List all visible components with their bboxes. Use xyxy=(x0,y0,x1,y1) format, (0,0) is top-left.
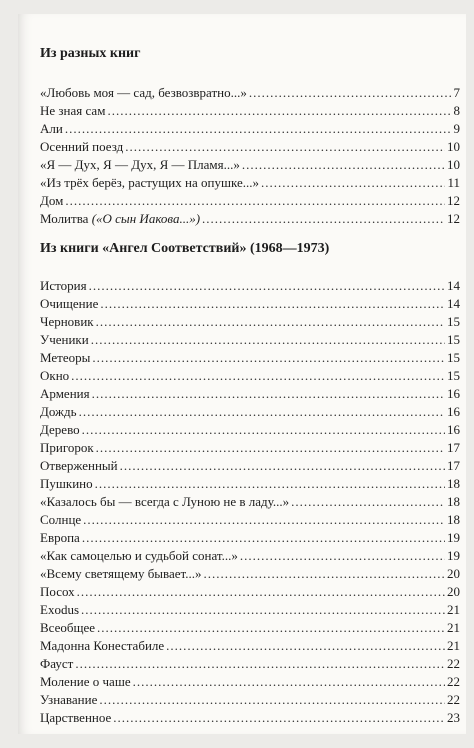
toc-entry xyxy=(40,121,460,137)
entry-page: 15 xyxy=(447,314,460,329)
entry-page: 19 xyxy=(447,548,460,563)
dot-leader xyxy=(82,530,445,546)
dot-leader xyxy=(71,368,445,384)
entry-page: 18 xyxy=(447,512,460,527)
toc-entry xyxy=(40,350,460,366)
toc-entry xyxy=(40,332,460,348)
entry-title: История xyxy=(40,278,87,293)
entry-title: Черновик xyxy=(40,314,94,329)
entry-title: Метеоры xyxy=(40,350,91,365)
entry-title: «Казалось бы — всегда с Луною не в ладу...» xyxy=(40,494,290,509)
toc-entry xyxy=(40,404,460,420)
dot-leader xyxy=(133,674,445,690)
entry-page: 17 xyxy=(447,440,460,455)
entry-page: 18 xyxy=(447,476,460,491)
dot-leader xyxy=(96,314,445,330)
toc-entry xyxy=(40,710,460,726)
toc-entry xyxy=(40,512,460,528)
toc-entry xyxy=(40,494,460,510)
toc-entry xyxy=(40,139,460,155)
dot-leader xyxy=(79,404,445,420)
dot-leader xyxy=(120,458,445,474)
entry-page: 9 xyxy=(453,121,460,136)
dot-leader xyxy=(204,566,445,582)
dot-leader xyxy=(89,278,445,294)
entry-title: Европа xyxy=(40,530,80,545)
dot-leader xyxy=(97,620,445,636)
entry-page: 11 xyxy=(447,175,460,190)
toc-entry xyxy=(40,548,460,564)
entry-page: 15 xyxy=(447,368,460,383)
entry-page: 22 xyxy=(447,656,460,671)
entry-page: 20 xyxy=(447,566,460,581)
toc-entry xyxy=(40,656,460,672)
entry-page: 8 xyxy=(453,103,460,118)
entry-title: Не зная сам xyxy=(40,103,106,118)
entry-page: 17 xyxy=(447,458,460,473)
toc-entry xyxy=(40,440,460,456)
entry-title: Дождь xyxy=(40,404,77,419)
dot-leader xyxy=(77,584,445,600)
entry-page: 16 xyxy=(447,404,460,419)
entry-title: Всеобщее xyxy=(40,620,96,635)
dot-leader xyxy=(249,85,452,101)
dot-leader xyxy=(65,121,452,137)
toc-entry xyxy=(40,386,460,402)
dot-leader xyxy=(113,710,445,726)
toc-entry xyxy=(40,296,460,312)
entry-title: Царственное xyxy=(40,710,112,725)
dot-leader xyxy=(240,548,445,564)
entry-page: 14 xyxy=(447,296,460,311)
entry-title: Осенний поезд xyxy=(40,139,124,154)
dot-leader xyxy=(95,476,445,492)
entry-page: 21 xyxy=(447,638,460,653)
dot-leader xyxy=(92,350,445,366)
section-title: Из книги «Ангел Соответствий» (1968—1973) xyxy=(40,241,330,256)
entry-title: Солнце xyxy=(40,512,82,527)
entry-page: 10 xyxy=(447,157,460,172)
section-title: Из разных книг xyxy=(40,46,141,61)
entry-title: «Из трёх берёз, растущих на опушке...» xyxy=(40,175,259,190)
toc-entry xyxy=(40,103,460,119)
entry-title: Армения xyxy=(40,386,90,401)
dot-leader xyxy=(65,193,445,209)
entry-page: 12 xyxy=(447,211,460,226)
entry-title: Узнавание xyxy=(40,692,98,707)
entry-title: Моление о чаше xyxy=(40,674,131,689)
entry-page: 22 xyxy=(447,692,460,707)
toc-entry xyxy=(40,602,460,618)
entry-page: 22 xyxy=(447,674,460,689)
entry-page: 7 xyxy=(453,85,460,100)
dot-leader xyxy=(100,296,445,312)
dot-leader xyxy=(125,139,445,155)
dot-leader xyxy=(91,332,445,348)
toc-entry xyxy=(40,211,460,227)
dot-leader xyxy=(75,656,445,672)
dot-leader xyxy=(291,494,445,510)
entry-title: Окно xyxy=(40,368,70,383)
entry-title: Мадонна Конестабиле xyxy=(40,638,165,653)
toc-entry xyxy=(40,530,460,546)
entry-title: Ученики xyxy=(40,332,89,347)
entry-page: 15 xyxy=(447,350,460,365)
dot-leader xyxy=(81,602,445,618)
entry-page: 18 xyxy=(447,494,460,509)
entry-title: «Любовь моя — сад, безвозвратно...» xyxy=(40,85,247,100)
toc-entry xyxy=(40,620,460,636)
dot-leader xyxy=(107,103,451,119)
toc-entry xyxy=(40,175,460,191)
entry-title: Посох xyxy=(40,584,75,599)
entry-page: 23 xyxy=(447,710,460,725)
toc-entry xyxy=(40,193,460,209)
entry-page: 21 xyxy=(447,602,460,617)
dot-leader xyxy=(82,422,445,438)
book-page xyxy=(18,14,466,734)
entry-title: Отверженный xyxy=(40,458,118,473)
toc-entry xyxy=(40,368,460,384)
entry-title: Фауст xyxy=(40,656,74,671)
entry-title: Очищение xyxy=(40,296,99,311)
dot-leader xyxy=(166,638,445,654)
entry-title: Exodus xyxy=(40,602,79,617)
entry-page: 12 xyxy=(447,193,460,208)
entry-page: 20 xyxy=(447,584,460,599)
entry-page: 16 xyxy=(447,386,460,401)
toc-entry xyxy=(40,278,460,294)
entry-title: Пригорок xyxy=(40,440,94,455)
entry-title xyxy=(40,211,200,227)
toc-entry xyxy=(40,566,460,582)
entry-title: Дом xyxy=(40,193,64,208)
entry-title: Дерево xyxy=(40,422,80,437)
entry-page: 15 xyxy=(447,332,460,347)
dot-leader xyxy=(83,512,445,528)
entry-title: Пушкино xyxy=(40,476,93,491)
entry-title: «Всему светящему бывает...» xyxy=(40,566,202,581)
entry-page: 10 xyxy=(447,139,460,154)
toc-entry xyxy=(40,674,460,690)
toc-entry xyxy=(40,638,460,654)
entry-title-italic: («О сын Иакова...») xyxy=(91,211,201,226)
toc-entry xyxy=(40,314,460,330)
toc-entry xyxy=(40,422,460,438)
toc-entry xyxy=(40,584,460,600)
toc-entry xyxy=(40,476,460,492)
toc-entry xyxy=(40,692,460,708)
entry-title: «Как самоцелью и судьбой сонат...» xyxy=(40,548,238,563)
entry-page: 21 xyxy=(447,620,460,635)
dot-leader xyxy=(92,386,445,402)
dot-leader xyxy=(99,692,445,708)
entry-title: Али xyxy=(40,121,63,136)
dot-leader xyxy=(242,157,445,173)
toc-entry xyxy=(40,157,460,173)
dot-leader xyxy=(261,175,445,191)
dot-leader xyxy=(202,211,445,227)
toc-entry xyxy=(40,85,460,101)
toc-entry xyxy=(40,458,460,474)
entry-page: 16 xyxy=(447,422,460,437)
entry-page: 19 xyxy=(447,530,460,545)
entry-page: 14 xyxy=(447,278,460,293)
entry-title-main: Молитва xyxy=(40,211,92,226)
entry-title: «Я — Дух, Я — Дух, Я — Пламя...» xyxy=(40,157,240,172)
dot-leader xyxy=(96,440,445,456)
